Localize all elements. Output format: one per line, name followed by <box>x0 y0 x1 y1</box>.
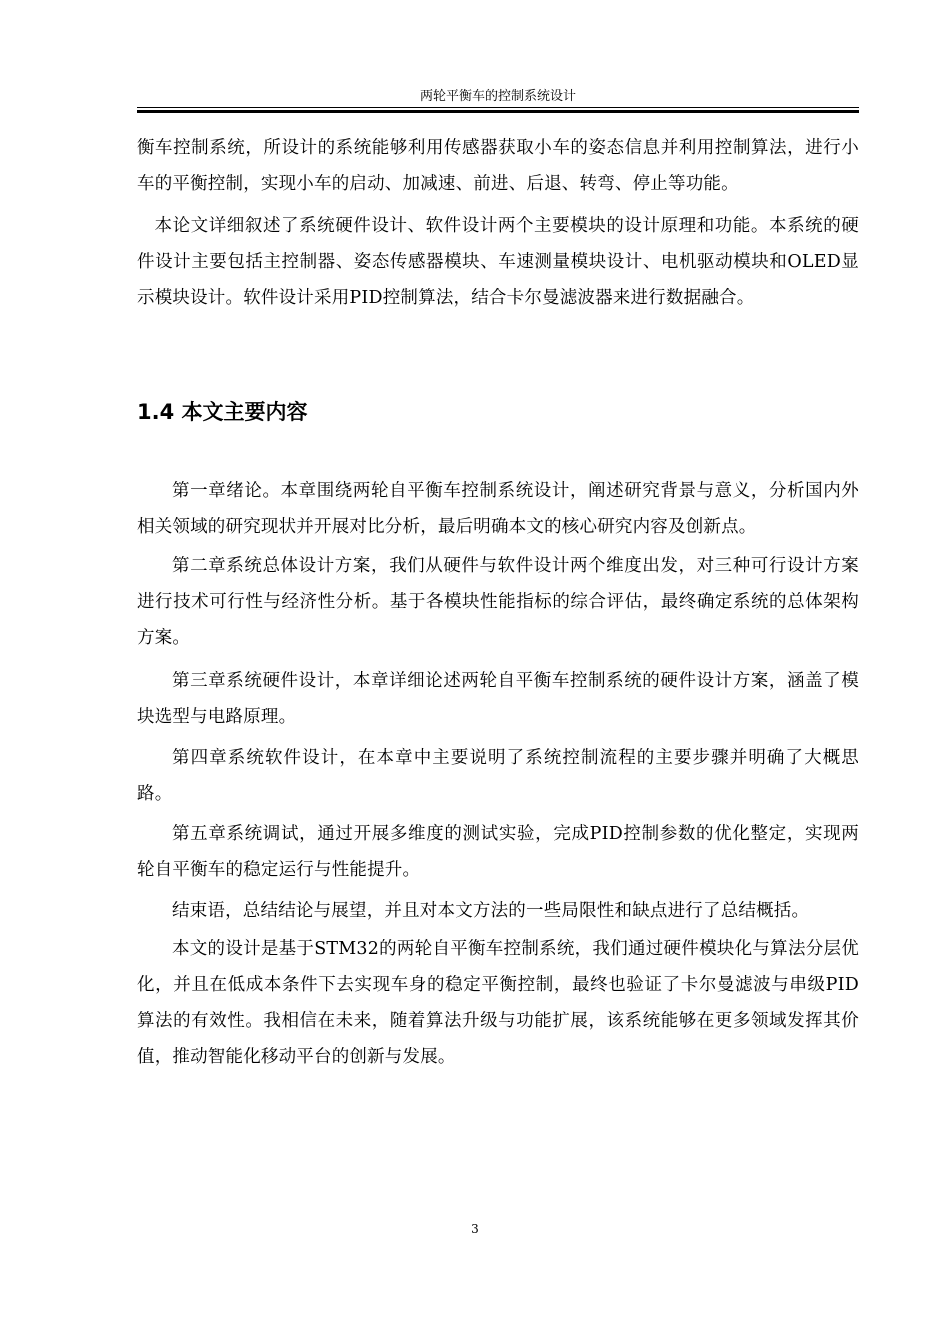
content-paragraph-7: 本文的设计是基于STM32的两轮自平衡车控制系统，我们通过硬件模块化与算法分层优化，并且在低成本条件下去实现车身的稳定平衡控制，最终也验证了卡尔曼滤波与串级PID算法的有效性。我相信在未来，随着算法升级与功能扩展，该系统能够在更多领域发挥其价值，推动智能化移动平台的创新与发展。 <box>137 939 859 1067</box>
page-header-title: 两轮平衡车的控制系统设计 <box>419 89 576 104</box>
intro-paragraph-1: 衡车控制系统，所设计的系统能够利用传感器获取小车的姿态信息并利用控制算法，进行小车的平衡控制，实现小车的启动、加减速、前进、后退、转弯、停止等功能。 <box>137 138 859 194</box>
content-paragraph-5: 第五章系统调试，通过开展多维度的测试实验，完成PID控制参数的优化整定，实现两轮自平衡车的稳定运行与性能提升。 <box>137 824 859 880</box>
content-paragraph-3: 第三章系统硬件设计，本章详细论述两轮自平衡车控制系统的硬件设计方案，涵盖了模块选型与电路原理。 <box>137 671 859 727</box>
page-number: 3 <box>471 1222 479 1236</box>
section-heading: 1.4 本文主要内容 <box>137 400 308 424</box>
content-paragraph-1: 第一章绪论。本章围绕两轮自平衡车控制系统设计，阐述研究背景与意义，分析国内外相关领域的研究现状并开展对比分析，最后明确本文的核心研究内容及创新点。 <box>137 481 859 537</box>
content-paragraph-4: 第四章系统软件设计，在本章中主要说明了系统控制流程的主要步骤并明确了大概思路。 <box>137 748 859 804</box>
content-paragraph-6: 结束语，总结结论与展望，并且对本文方法的一些局限性和缺点进行了总结概括。 <box>172 901 810 921</box>
header-rule-thin <box>137 107 859 108</box>
header-rule-thick <box>137 110 859 113</box>
intro-paragraph-2: 本论文详细叙述了系统硬件设计、软件设计两个主要模块的设计原理和功能。本系统的硬件设计主要包括主控制器、姿态传感器模块、车速测量模块设计、电机驱动模块和OLED显示模块设计。软件设计采用PID控制算法，结合卡尔曼滤波器来进行数据融合。 <box>137 216 859 308</box>
content-paragraph-2: 第二章系统总体设计方案，我们从硬件与软件设计两个维度出发，对三种可行设计方案进行技术可行性与经济性分析。基于各模块性能指标的综合评估，最终确定系统的总体架构方案。 <box>137 556 859 648</box>
